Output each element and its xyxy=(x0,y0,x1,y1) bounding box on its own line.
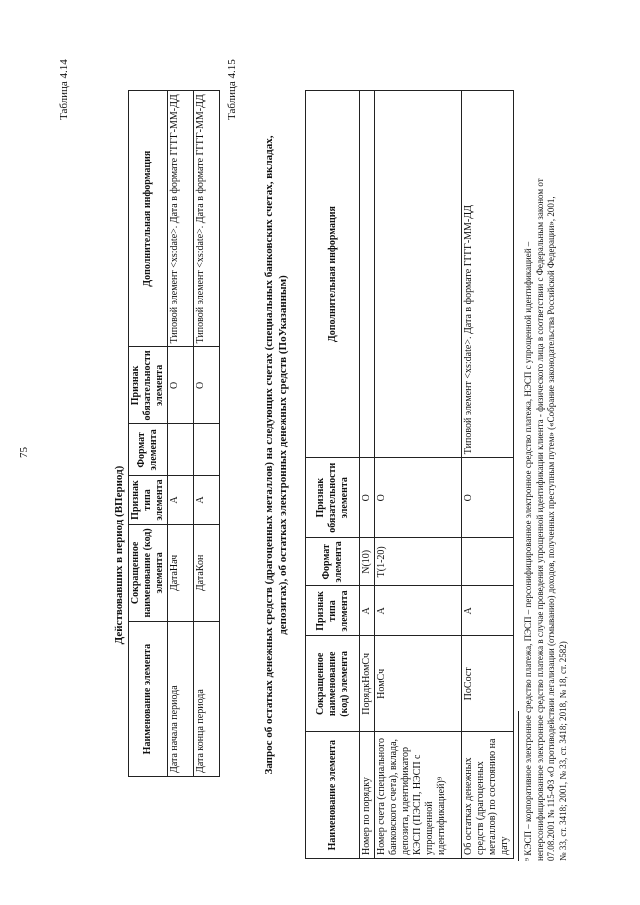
table-4-14 xyxy=(128,90,220,777)
cell xyxy=(375,91,462,458)
table-4-14-label: Таблица 4.14 xyxy=(58,59,70,120)
footnote xyxy=(523,11,569,861)
header-cell: Формат элемента xyxy=(306,538,360,586)
header-cell: Формат элемента xyxy=(129,424,168,476)
header-cell: Сокращенное наименование (код) элемента xyxy=(306,636,360,732)
cell: Номер счета (специального банковского счета), вклада, депозита, идентификатор КЭСП (ПЭСП, НЭСП с упрощенной идентификацией)⁹ xyxy=(375,732,462,859)
table-header-row xyxy=(129,91,168,777)
cell xyxy=(462,538,514,586)
cell: ПорядкНомСч xyxy=(360,636,375,732)
page-number: 75 xyxy=(18,447,30,458)
cell: О xyxy=(360,458,375,538)
header-cell: Сокращенное наименование (код) элемента xyxy=(129,524,168,622)
cell: Типовой элемент <xs:date>. Дата в формате ГГГГ-ММ-ДД xyxy=(168,91,194,347)
cell: А xyxy=(375,586,462,636)
cell: Типовой элемент <xs:date>. Дата в формате ГГГГ-ММ-ДД xyxy=(462,91,514,458)
cell: О xyxy=(462,458,514,538)
footnote-line: 07.08.2001 № 115-ФЗ «О противодействии легализации (отмыванию) доходов, полученных преступным путем» («Собрание законодательства Российской Федерации», 2001, xyxy=(546,196,556,861)
table-row xyxy=(462,91,514,859)
cell: Дата начала периода xyxy=(168,622,194,777)
footnote-separator xyxy=(518,711,519,861)
table-4-15-title-line-2: депозитах), об остатках электронных денежных средств (ПоУказанным) xyxy=(277,275,289,635)
header-cell: Дополнительная информация xyxy=(129,91,168,347)
footnote-line: неперсонифицированное электронное средство платежа в случае проведения упрощенной идентификации клиента - физического лица в соответствии с Федеральным законом от xyxy=(534,178,545,861)
cell: ДатаНач xyxy=(168,524,194,622)
cell: О xyxy=(194,347,220,424)
cell: Номер по порядку xyxy=(360,732,375,859)
cell: ДатаКон xyxy=(194,524,220,622)
cell xyxy=(168,424,194,476)
cell: ПоСост xyxy=(462,636,514,732)
cell: Т(1-20) xyxy=(375,538,462,586)
header-cell: Признак типа элемента xyxy=(306,586,360,636)
table-header-row xyxy=(306,91,360,859)
cell xyxy=(360,91,375,458)
cell: О xyxy=(168,347,194,424)
cell: А xyxy=(462,586,514,636)
header-cell: Признак типа элемента xyxy=(129,476,168,524)
header-cell: Признак обязательности элемента xyxy=(306,458,360,538)
cell xyxy=(194,424,220,476)
table-4-15 xyxy=(305,90,514,859)
cell: Об остатках денежных средств (драгоценных металлов) по состоянию на дату xyxy=(462,732,514,859)
cell: А xyxy=(194,476,220,524)
footnote-line: № 33, ст. 3418; 2001, № 33, ст. 3418; 2018, № 18, ст. 2582) xyxy=(557,641,568,861)
table-row xyxy=(360,91,375,859)
table-row xyxy=(168,91,194,777)
cell: А xyxy=(360,586,375,636)
table-row xyxy=(194,91,220,777)
table-4-15-label: Таблица 4.15 xyxy=(226,59,238,120)
cell: О xyxy=(375,458,462,538)
cell: Типовой элемент <xs:date>. Дата в формате ГГГГ-ММ-ДД xyxy=(194,91,220,347)
header-cell: Признак обязательности элемента xyxy=(129,347,168,424)
header-cell: Наименование элемента xyxy=(306,732,360,859)
footnote-line: ⁹ КЭСП – корпоративное электронное средство платежа, ПЭСП – персонифицированное электронное средство платежа, НЭСП с упрощенной идентификацией – xyxy=(523,241,533,861)
cell: N(10) xyxy=(360,538,375,586)
header-cell: Дополнительная информация xyxy=(306,91,360,458)
cell: Дата конца периода xyxy=(194,622,220,777)
cell: НомСч xyxy=(375,636,462,732)
table-4-14-title: Действовавших в период (ВПериод) xyxy=(113,465,125,645)
cell: А xyxy=(168,476,194,524)
table-row xyxy=(375,91,462,859)
table-4-15-title-line-1: Запрос об остатках денежных средств (драгоценных металлов) на следующих счетах (специальных банковских счетах, вкладах, xyxy=(263,135,275,775)
header-cell: Наименование элемента xyxy=(129,622,168,777)
